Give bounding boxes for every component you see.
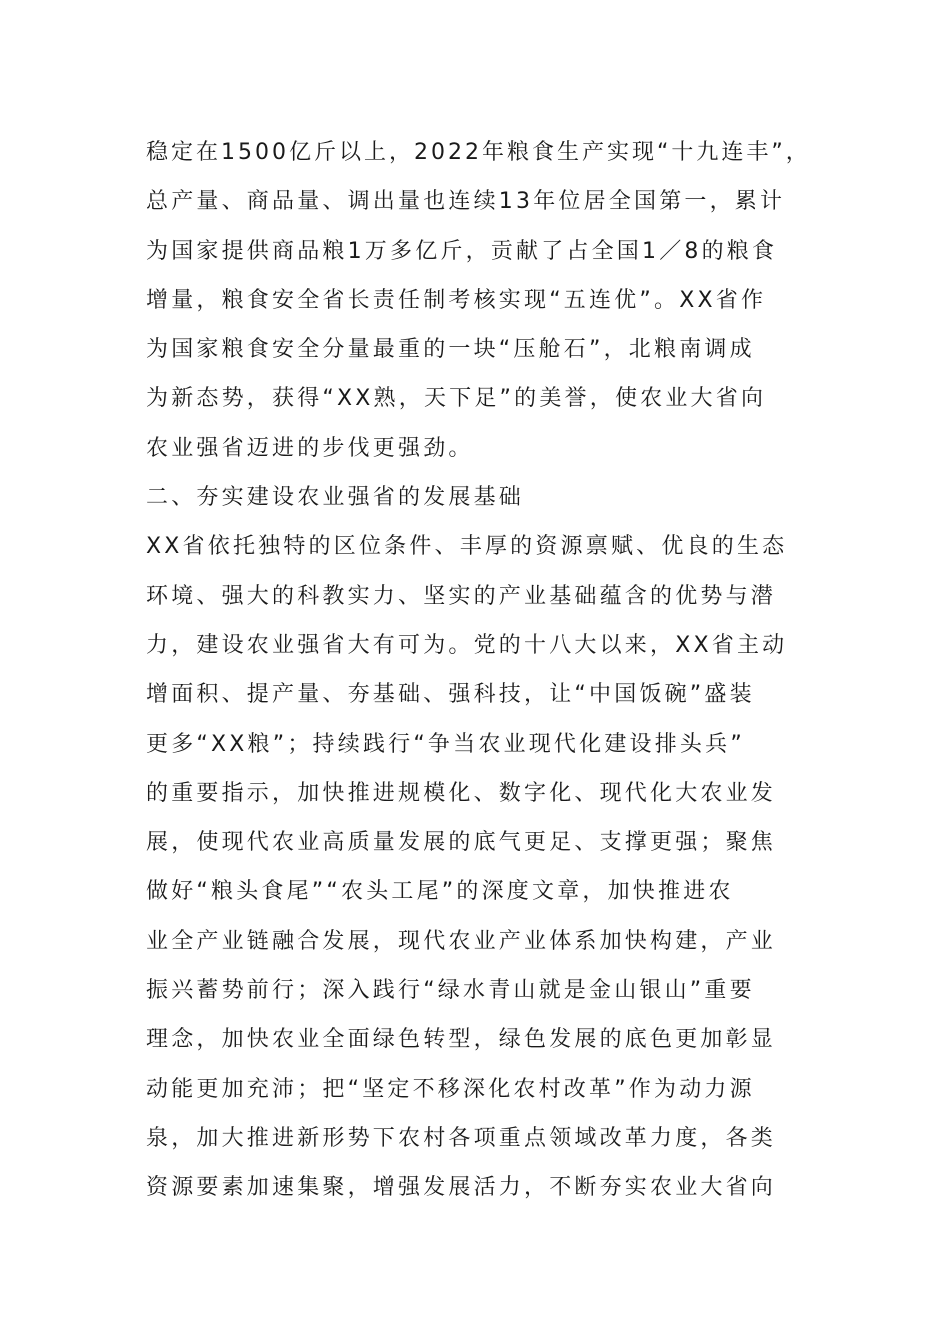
paragraph-line: 增量，粮食安全省长责任制考核实现“五连优”。XX省作 — [146, 287, 767, 313]
paragraph-line: 总产量、商品量、调出量也连续13年位居全国第一，累计 — [146, 189, 786, 215]
paragraph-line: 为国家提供商品粮1万多亿斤，贡献了占全国1／8的粮食 — [146, 238, 778, 264]
paragraph-line: 环境、强大的科教实力、坚实的产业基础蕴含的优势与潜 — [146, 583, 777, 609]
section-heading: 二、夯实建设农业强省的发展基础 — [146, 485, 525, 511]
body-text — [146, 128, 816, 1213]
paragraph-line: 为新态势，获得“XX熟，天下足”的美誉，使农业大省向 — [146, 386, 767, 412]
paragraph-line: 展，使现代农业高质量发展的底气更足、支撑更强；聚焦 — [146, 830, 777, 856]
paragraph-line: 为国家粮食安全分量最重的一块“压舱石”，北粮南调成 — [146, 337, 755, 363]
paragraph-line: 做好“粮头食尾”“农头工尾”的深度文章，加快推进农 — [146, 879, 734, 905]
paragraph-line: 业全产业链融合发展，现代农业产业体系加快构建，产业 — [146, 928, 777, 954]
paragraph-line: 更多“XX粮”；持续践行“争当农业现代化建设排头兵” — [146, 731, 745, 757]
paragraph-line: 力，建设农业强省大有可为。党的十八大以来，XX省主动 — [146, 632, 788, 658]
paragraph-line: 稳定在1500亿斤以上，2022年粮食生产实现“十九连丰”， — [146, 140, 811, 165]
paragraph-line: 动能更加充沛；把“坚定不移深化农村改革”作为动力源 — [146, 1076, 755, 1102]
paragraph-line: 农业强省迈进的步伐更强劲。 — [146, 435, 474, 461]
paragraph-line: 的重要指示，加快推进规模化、数字化、现代化大农业发 — [146, 780, 777, 806]
paragraph-line: 泉，加大推进新形势下农村各项重点领域改革力度，各类 — [146, 1125, 777, 1151]
paragraph-line: XX省依托独特的区位条件、丰厚的资源禀赋、优良的生态 — [146, 534, 788, 560]
paragraph-line: 资源要素加速集聚，增强发展活力，不断夯实农业大省向 — [146, 1175, 777, 1201]
paragraph-line: 增面积、提产量、夯基础、强科技，让“中国饭碗”盛装 — [146, 682, 755, 708]
paragraph-line: 振兴蓄势前行；深入践行“绿水青山就是金山银山”重要 — [146, 978, 755, 1004]
paragraph-line: 理念，加快农业全面绿色转型，绿色发展的底色更加彰显 — [146, 1027, 777, 1053]
